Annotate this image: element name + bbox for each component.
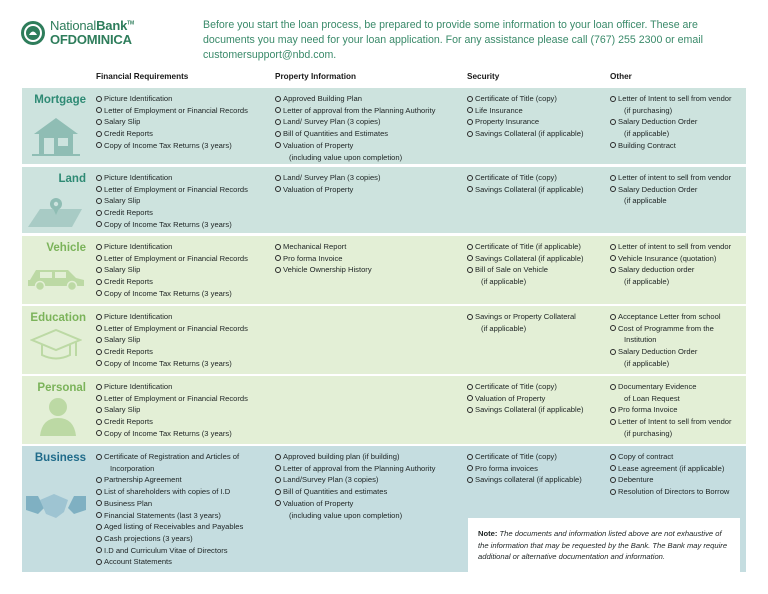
list-item: Salary Deduction Order — [610, 116, 732, 128]
disclaimer-note: Note: The documents and information listed above are not exhaustive of the information that may be requested by the Bank. The Bank may require additional or alternative documentation and information. — [468, 518, 740, 573]
list-item-continuation: of Loan Request — [624, 393, 680, 403]
column-financial — [96, 311, 248, 370]
column-other — [610, 93, 732, 152]
list-item-continuation: Incorporation — [110, 463, 155, 473]
column-other — [610, 172, 731, 207]
list-item: Letter of approval from the Planning Authority — [275, 463, 435, 475]
list-item-continuation: (if applicable) — [624, 277, 670, 287]
column-property — [275, 241, 372, 276]
mortgage-illustration-icon — [30, 114, 82, 163]
list-item: Letter of Employment or Financial Records — [96, 393, 248, 405]
list-item: Copy of Income Tax Returns (3 years) — [96, 358, 248, 370]
list-item: Copy of Income Tax Returns (3 years) — [96, 288, 248, 300]
list-item: Certificate of Title (copy) — [467, 381, 583, 393]
list-item: Copy of Income Tax Returns (3 years) — [96, 428, 248, 440]
list-item: Picture Identification — [96, 381, 248, 393]
column-property — [275, 451, 435, 521]
list-item: Savings collateral (if applicable) — [467, 474, 582, 486]
list-item: Letter of intent to sell from vendor — [610, 172, 731, 184]
list-item-continuation: (including value upon completion) — [289, 152, 403, 162]
list-item: Salary deduction order — [610, 264, 731, 276]
list-item: Copy of Income Tax Returns (3 years) — [96, 140, 248, 152]
list-item: Vehicle Ownership History — [275, 264, 372, 276]
list-item: Approved building plan (if building) — [275, 451, 435, 463]
list-item: Certificate of Title (copy) — [467, 451, 582, 463]
column-financial — [96, 451, 243, 568]
list-item: Credit Reports — [96, 276, 248, 288]
list-item: Documentary Evidence — [610, 381, 732, 393]
column-property — [275, 172, 381, 195]
column-security — [467, 451, 582, 486]
column-other — [610, 241, 731, 288]
list-item: Letter of approval from the Planning Authority — [275, 105, 435, 117]
list-item: Salary Slip — [96, 404, 248, 416]
column-security — [467, 93, 583, 140]
list-item-continuation: (if applicable) — [481, 277, 527, 287]
column-security — [467, 172, 583, 195]
list-item: Picture Identification — [96, 241, 248, 253]
list-item: Account Statements — [96, 556, 243, 568]
bank-seal-icon — [20, 20, 46, 46]
list-item: Letter of Intent to sell from vendor — [610, 93, 732, 105]
list-item: Credit Reports — [96, 416, 248, 428]
list-item: Certificate of Registration and Articles of — [96, 451, 243, 463]
list-item: Savings Collateral (if applicable) — [467, 404, 583, 416]
row-vehicle — [22, 236, 746, 304]
row-title: Personal — [37, 382, 86, 394]
list-item: Bill of Quantities and Estimates — [275, 128, 435, 140]
list-item: Valuation of Property — [275, 140, 435, 152]
column-property — [275, 93, 435, 163]
list-item: Mechanical Report — [275, 241, 372, 253]
list-item: Picture Identification — [96, 93, 248, 105]
list-item: Credit Reports — [96, 207, 248, 219]
list-item: Letter of Employment or Financial Records — [96, 323, 248, 335]
list-item: Pro forma invoices — [467, 463, 582, 475]
column-other — [610, 311, 721, 370]
list-item: Approved Building Plan — [275, 93, 435, 105]
list-item: List of shareholders with copies of I.D — [96, 486, 243, 498]
list-item: Salary Slip — [96, 264, 248, 276]
row-title: Mortgage — [34, 94, 86, 106]
column-header-security: Security — [467, 72, 500, 81]
business-illustration-icon — [24, 486, 88, 531]
list-item: Bill of Quantities and estimates — [275, 486, 435, 498]
row-education — [22, 306, 746, 374]
list-item: Credit Reports — [96, 128, 248, 140]
list-item: Life Insurance — [467, 105, 583, 117]
column-header-property: Property Information — [275, 72, 356, 81]
list-item-continuation: Institution — [624, 335, 657, 345]
column-other — [610, 451, 729, 498]
list-item-continuation: (if purchasing) — [624, 105, 673, 115]
list-item: Land/Survey Plan (3 copies) — [275, 474, 435, 486]
list-item: Copy of Income Tax Returns (3 years) — [96, 219, 248, 231]
list-item: Financial Statements (last 3 years) — [96, 510, 243, 522]
list-item: Copy of contract — [610, 451, 729, 463]
logo-line-1: NationalBank™ — [50, 18, 134, 33]
bank-logo — [20, 18, 140, 52]
list-item: Salary Deduction Order — [610, 346, 721, 358]
list-item: Cost of Programme from the — [610, 323, 721, 335]
list-item: Bill of Sale on Vehicle — [467, 264, 583, 276]
list-item-continuation: (if applicable) — [624, 358, 670, 368]
column-security — [467, 241, 583, 288]
row-mortgage — [22, 88, 746, 164]
list-item: Letter of Intent to sell from vendor — [610, 416, 732, 428]
list-item: Valuation of Property — [275, 184, 381, 196]
intro-text: Before you start the loan process, be prepared to provide some information to your loan officer. These are documents you may need for your loan application. For any assistance please call (767) 255 2300 or email customersupport@nbd.com. — [203, 19, 703, 61]
list-item: Certificate of Title (if applicable) — [467, 241, 583, 253]
row-personal — [22, 376, 746, 444]
vehicle-illustration-icon — [26, 262, 86, 295]
row-title: Business — [34, 452, 86, 464]
list-item: Salary Slip — [96, 195, 248, 207]
list-item: Pro forma Invoice — [610, 404, 732, 416]
list-item: Salary Slip — [96, 116, 248, 128]
education-illustration-icon — [30, 328, 82, 369]
list-item: Salary Slip — [96, 334, 248, 346]
list-item: Letter of Employment or Financial Records — [96, 184, 248, 196]
list-item: Cash projections (3 years) — [96, 533, 243, 545]
column-security — [467, 381, 583, 416]
row-title: Land — [58, 173, 86, 185]
list-item: Letter of Employment or Financial Records — [96, 253, 248, 265]
row-land — [22, 167, 746, 233]
list-item: Credit Reports — [96, 346, 248, 358]
list-item: Certificate of Title (copy) — [467, 93, 583, 105]
list-item: Pro forma Invoice — [275, 253, 372, 265]
land-illustration-icon — [26, 195, 84, 234]
list-item: Resolution of Directors to Borrow — [610, 486, 729, 498]
list-item: Debenture — [610, 474, 729, 486]
row-title: Education — [30, 312, 86, 324]
list-item: Land/ Survey Plan (3 copies) — [275, 172, 381, 184]
logo-line-2: OFDOMINICA — [50, 32, 132, 47]
list-item: Property Insurance — [467, 116, 583, 128]
column-other — [610, 381, 732, 440]
row-title: Vehicle — [46, 242, 86, 254]
personal-illustration-icon — [38, 396, 78, 441]
list-item: Valuation of Property — [275, 498, 435, 510]
list-item: Acceptance Letter from school — [610, 311, 721, 323]
list-item: Savings Collateral (if applicable) — [467, 128, 583, 140]
column-security — [467, 311, 576, 334]
column-header-other: Other — [610, 72, 632, 81]
list-item: Aged listing of Receivables and Payables — [96, 521, 243, 533]
list-item: Valuation of Property — [467, 393, 583, 405]
list-item-continuation: (if applicable) — [481, 323, 527, 333]
list-item: Building Contract — [610, 140, 732, 152]
list-item: I.D and Curriculum Vitae of Directors — [96, 545, 243, 557]
list-item: Savings Collateral (if applicable) — [467, 184, 583, 196]
list-item-continuation: (if applicable) — [624, 129, 670, 139]
list-item: Certificate of Title (copy) — [467, 172, 583, 184]
column-financial — [96, 381, 248, 440]
column-financial — [96, 93, 248, 152]
list-item: Letter of intent to sell from vendor — [610, 241, 731, 253]
list-item: Lease agreement (if applicable) — [610, 463, 729, 475]
column-financial — [96, 241, 248, 300]
list-item-continuation: (if applicable — [624, 196, 667, 206]
list-item: Business Plan — [96, 498, 243, 510]
list-item: Savings Collateral (if applicable) — [467, 253, 583, 265]
list-item: Land/ Survey Plan (3 copies) — [275, 116, 435, 128]
list-item-continuation: (if purchasing) — [624, 428, 673, 438]
list-item: Savings or Property Collateral — [467, 311, 576, 323]
list-item: Picture Identification — [96, 311, 248, 323]
list-item: Letter of Employment or Financial Records — [96, 105, 248, 117]
list-item: Partnership Agreement — [96, 474, 243, 486]
list-item: Salary Deduction Order — [610, 184, 731, 196]
list-item: Vehicle Insurance (quotation) — [610, 253, 731, 265]
column-header-financial: Financial Requirements — [96, 72, 189, 81]
column-financial — [96, 172, 248, 231]
list-item: Picture Identification — [96, 172, 248, 184]
list-item-continuation: (including value upon completion) — [289, 510, 403, 520]
